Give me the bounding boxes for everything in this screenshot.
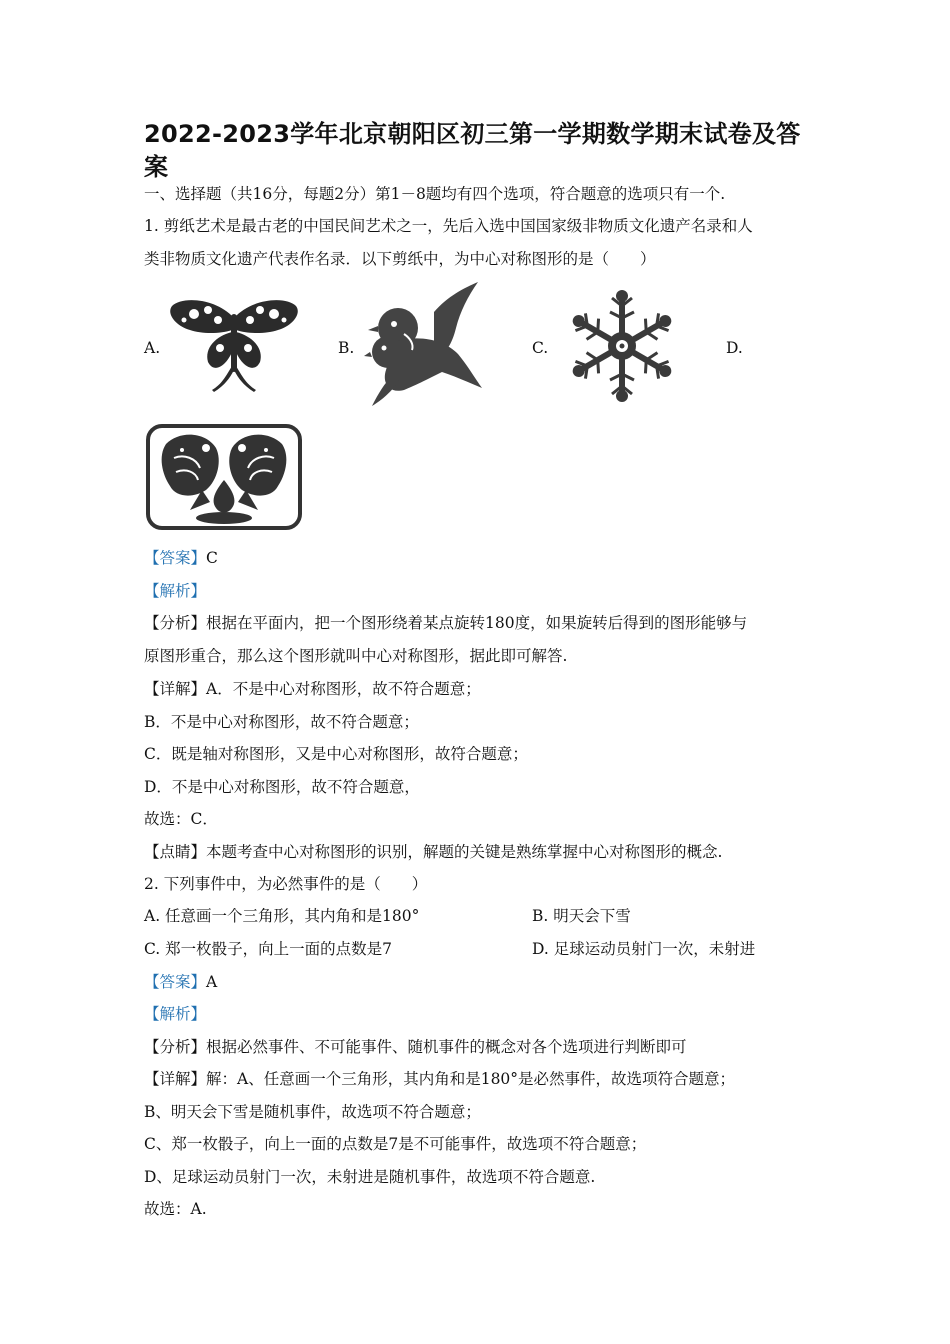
- q2-answer: [144, 972, 217, 992]
- fenxi-tag: 【分析】: [144, 1038, 207, 1056]
- q1-stem-line2: 类非物质文化遗产代表作名录．以下剪纸中，为中心对称图形的是（ ）: [144, 250, 656, 268]
- answer-tag: 【答案】: [144, 549, 207, 567]
- detail-text: 解：A、任意画一个三角形，其内角和是180°是必然事件，故选项符合题意；: [206, 1070, 736, 1088]
- fenxi-tag: 【分析】: [144, 614, 207, 632]
- q2-option-c: C. 郑一枚骰子，向上一面的点数是7: [144, 940, 393, 958]
- q1-option-b-label: B.: [338, 339, 355, 357]
- q1-stem-line1: 1. 剪纸艺术是最古老的中国民间艺术之一，先后入选中国国家级非物质文化遗产名录和人: [144, 217, 753, 235]
- fish-papercut: [146, 424, 302, 530]
- q1-analysis-tag: 【解析】: [144, 582, 207, 600]
- detail-tag: 【详解】: [144, 1070, 207, 1088]
- swallow-papercut: [364, 282, 484, 408]
- answer-value: A: [206, 973, 218, 991]
- q2-detail-line1: [144, 1069, 735, 1089]
- butterfly-papercut: [168, 296, 300, 392]
- answer-value: C: [206, 549, 218, 567]
- q1-detail-line1: [144, 679, 481, 699]
- q2-option-b: B. 明天会下雪: [532, 907, 631, 925]
- q2-stem: 2. 下列事件中，为必然事件的是（ ）: [144, 875, 428, 893]
- document-title: 2022-2023学年北京朝阳区初三第一学期数学期末试卷及答案: [144, 120, 801, 181]
- q2-detail-line2: B、明天会下雪是随机事件，故选项不符合题意；: [144, 1103, 481, 1121]
- q2-detail-line3: C、郑一枚骰子，向上一面的点数是7是不可能事件，故选项不符合题意；: [144, 1135, 647, 1153]
- q2-analysis-tag: 【解析】: [144, 1005, 207, 1023]
- q1-fenxi-line1: [144, 613, 747, 633]
- q1-detail-line4: D．不是中心对称图形，故不符合题意，: [144, 778, 420, 796]
- q2-detail-line4: D、足球运动员射门一次，未射进是随机事件，故选项不符合题意.: [144, 1168, 596, 1186]
- q2-option-a: A. 任意画一个三角形，其内角和是180°: [144, 907, 420, 925]
- snowflake-papercut: [560, 290, 684, 402]
- q1-detail-line2: B．不是中心对称图形，故不符合题意；: [144, 713, 419, 731]
- dianjing-text: 本题考查中心对称图形的识别，解题的关键是熟练掌握中心对称图形的概念.: [206, 843, 723, 861]
- q1-fenxi-line2: 原图形重合，那么这个图形就叫中心对称图形，据此即可解答.: [144, 647, 568, 665]
- q1-dianjing: [144, 842, 722, 862]
- q1-detail-line5: 故选：C．: [144, 810, 218, 828]
- fenxi-text: 根据在平面内，把一个图形绕着某点旋转180度，如果旋转后得到的图形能够与: [206, 614, 748, 632]
- q1-answer: [144, 548, 218, 568]
- detail-text: A．不是中心对称图形，故不符合题意；: [206, 680, 481, 698]
- fenxi-text: 根据必然事件、不可能事件、随机事件的概念对各个选项进行判断即可: [206, 1038, 687, 1056]
- q2-fenxi: [144, 1037, 687, 1057]
- q1-detail-line3: C．既是轴对称图形，又是中心对称图形，故符合题意；: [144, 745, 528, 763]
- answer-tag: 【答案】: [144, 973, 207, 991]
- dianjing-tag: 【点睛】: [144, 843, 207, 861]
- q1-option-a-label: A.: [144, 339, 161, 357]
- q2-option-d: D. 足球运动员射门一次，未射进: [532, 940, 756, 958]
- q2-detail-line5: 故选：A.: [144, 1200, 207, 1218]
- detail-tag: 【详解】: [144, 680, 207, 698]
- q1-option-d-label: D.: [726, 339, 743, 357]
- section-header: 一、选择题（共16分，每题2分）第1－8题均有四个选项，符合题意的选项只有一个.: [144, 185, 726, 203]
- q1-option-c-label: C.: [532, 339, 549, 357]
